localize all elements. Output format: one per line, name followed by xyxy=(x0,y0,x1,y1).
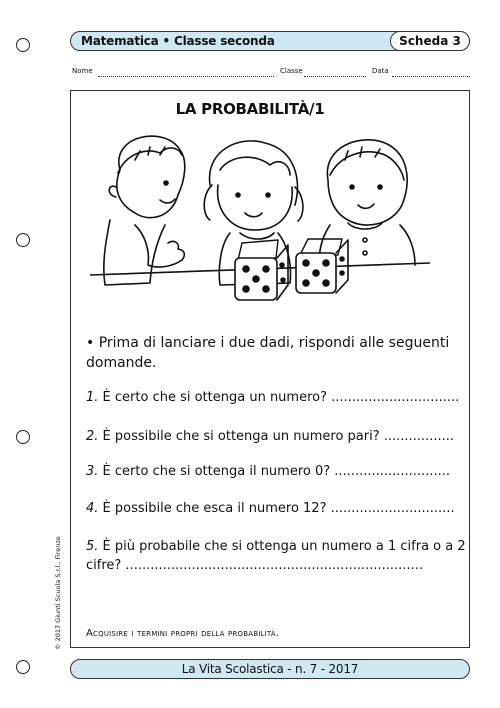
question-text: È più probabile che si ottenga un numero a 1 cifra o a 2 cifre? ........................................................................ xyxy=(86,539,466,573)
binder-hole-top xyxy=(16,38,30,52)
binder-hole-bottom xyxy=(16,660,30,674)
binder-hole-upper xyxy=(16,233,30,247)
question-1[interactable] xyxy=(86,388,466,407)
question-number: 4. xyxy=(86,501,99,516)
binder-hole-lower xyxy=(16,430,30,444)
name-field[interactable] xyxy=(98,76,274,77)
question-text: È certo che si ottenga il numero 0? ............................ xyxy=(102,464,450,479)
question-number: 3. xyxy=(86,464,99,479)
boy-left-figure xyxy=(104,136,185,285)
boy-right-figure xyxy=(319,140,415,270)
question-text: È certo che si ottenga un numero? ............................... xyxy=(102,390,460,405)
children-dice-illustration xyxy=(90,125,430,320)
student-info-line xyxy=(72,67,472,79)
date-field[interactable] xyxy=(392,76,470,77)
class-label: Classe xyxy=(280,67,303,75)
question-2[interactable] xyxy=(86,427,466,446)
footer-bar: La Vita Scolastica - n. 7 - 2017 xyxy=(70,659,470,679)
name-label: Nome xyxy=(72,67,93,75)
question-number: 5. xyxy=(86,539,99,554)
question-number: 2. xyxy=(86,429,99,444)
sheet-label: Scheda 3 xyxy=(390,31,470,51)
class-field[interactable] xyxy=(304,76,366,77)
copyright-notice: © 2017 Giunti Scuola S.r.l., Firenze xyxy=(54,536,62,650)
learning-objective: Acquisire i termini propri della probabilità. xyxy=(86,628,280,639)
question-number: 1. xyxy=(86,390,99,405)
instructions-text: • Prima di lanciare i due dadi, rispondi alle seguenti domande. xyxy=(86,335,450,371)
page-title: LA PROBABILITÀ/1 xyxy=(175,100,325,118)
date-label: Data xyxy=(372,67,389,75)
subject-label: Matematica • Classe seconda xyxy=(81,34,275,48)
question-3[interactable] xyxy=(86,462,466,481)
question-text: È possibile che si ottenga un numero pari? ................. xyxy=(102,429,454,444)
header-bar xyxy=(70,31,470,51)
question-4[interactable] xyxy=(86,499,466,518)
question-5[interactable] xyxy=(86,537,466,575)
question-text: È possibile che esca il numero 12? .............................. xyxy=(102,501,455,516)
die-left xyxy=(235,240,288,300)
